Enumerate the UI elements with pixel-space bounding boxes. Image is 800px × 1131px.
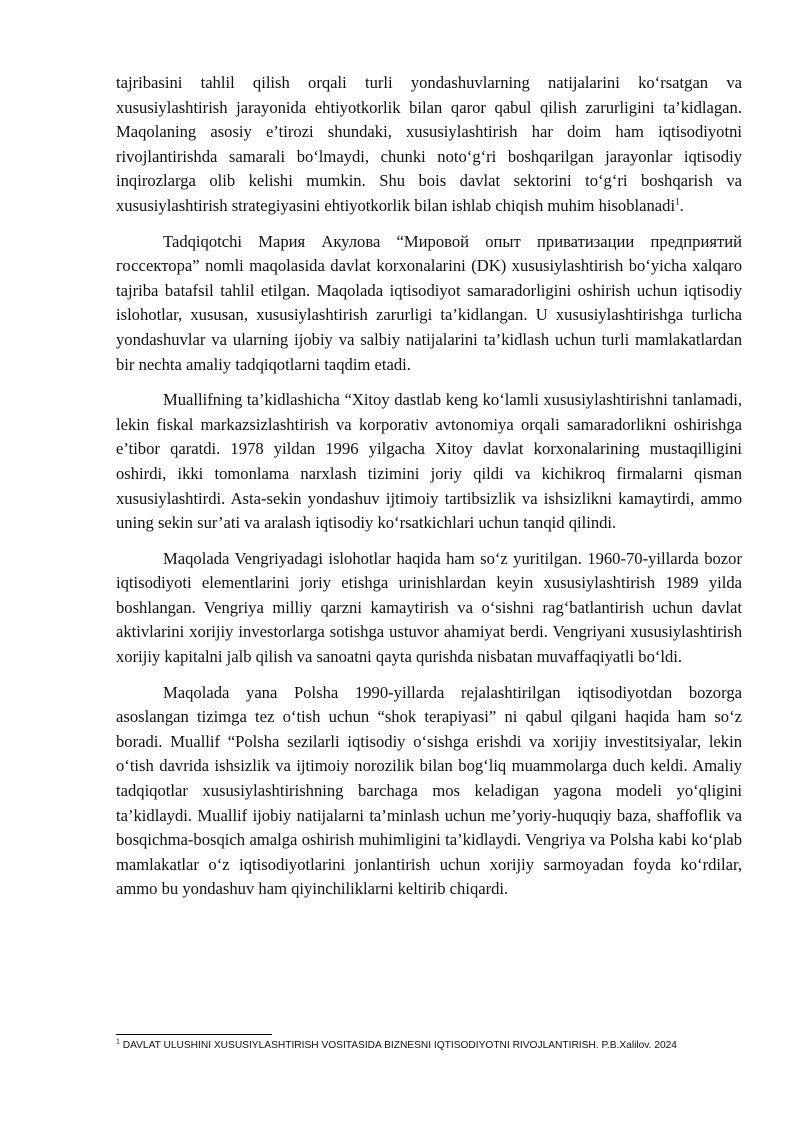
- page-body: [116, 71, 742, 902]
- footnote-separator: [116, 1034, 272, 1035]
- paragraph-5: [116, 681, 742, 902]
- paragraph-2: [116, 230, 742, 378]
- paragraph-4-text: Maqolada Vengriyadagi islohotlar haqida ham so‘z yuritilgan. 1960-70-yillarda bozor iqtisodiyoti elementlarini joriy etishga urinishlardan keyin xususiylashtirish 1989 yilda boshlangan. Vengriya milliy qarzni kamaytirish va o‘sishni rag‘batlantirish uchun davlat aktivlarini xorijiy investorlarga sotishga ustuvor ahamiyat berdi. Vengriyani xususiylashtirish xorijiy kapitalni jalb qilish va sanoatni qayta qurishda nisbatan muvaffaqiyatli bo‘ldi.: [116, 548, 742, 667]
- paragraph-1: [116, 71, 742, 219]
- footnote-text: DAVLAT ULUSHINI XUSUSIYLASHTIRISH VOSITASIDA BIZNESNI IQTISODIYOTNI RIVOJLANTIRISH. P.B.Xalilov. 2024: [119, 1040, 677, 1051]
- paragraph-5-text: Maqolada yana Polsha 1990-yillarda rejalashtirilgan iqtisodiyotdan bozorga asoslangan tizimga tez o‘tish uchun “shok terapiyasi” ni qabul qilgani haqida ham so‘z boradi. Muallif “Polsha sezilarli iqtisodiy o‘sishga erishdi va xorijiy investitsiyalar, lekin o‘tish davrida ishsizlik va ijtimoiy norozilik bilan bog‘liq muammolarga duch keldi. Amaliy tadqiqotlar xususiylashtirishning barchaga mos keladigan yagona modeli yo‘qligini ta’kidlaydi. Muallif ijobiy natijalarni ta’minlash uchun me’yoriy-huquqiy baza, shaffoflik va bosqichma-bosqich amalga oshirish muhimligini ta’kidlaydi. Vengriya va Polsha kabi ko‘plab mamlakatlar o‘z iqtisodiyotlarini jonlantirish uchun xorijiy sarmoyadan foyda ko‘rdilar, ammo bu yondashuv ham qiyinchiliklarni keltirib chiqardi.: [116, 682, 742, 899]
- footnote-reference[interactable]: 1: [675, 196, 680, 207]
- paragraph-2-text: Tadqiqotchi Мария Акулова “Мировой опыт приватизации предприятий госсектора” nomli maqolasida davlat korxonalarini (DK) xususiylashtirish bo‘yicha xalqaro tajriba batafsil tahlil etilgan. Maqolada iqtisodiyot samaradorligini oshirish uchun iqtisodiy islohotlar, xususan, xususiylashtirish zarurligi ta’kidlangan. U xususiylashtirishga turlicha yondashuvlar va ularning ijobiy va salbiy natijalarini ta’kidlash uchun turli mamlakatlardan bir nechta amaliy tadqiqotlarni taqdim etadi.: [116, 231, 742, 374]
- paragraph-1-end: .: [679, 195, 684, 215]
- footnote: [116, 1039, 756, 1053]
- footnote-number: 1: [116, 1038, 120, 1046]
- paragraph-3-text: Muallifning ta’kidlashicha “Xitoy dastlab keng ko‘lamli xususiylashtirishni tanlamadi, lekin fiskal markazsizlashtirish va korporativ avtonomiya orqali samaradorlikni oshirishga e’tibor qaratdi. 1978 yildan 1996 yilgacha Xitoy davlat korxonalarining mustaqilligini oshirdi, ikki tomonlama narxlash tizimini joriy qildi va kichikroq firmalarni qisman xususiylashtirdi. Asta-sekin yondashuv ijtimoiy tartibsizlik va ishsizlikni kamaytirdi, ammo uning sekin sur’ati va aralash iqtisodiy ko‘rsatkichlari uchun tanqid qilindi.: [116, 390, 742, 533]
- paragraph-3: [116, 388, 742, 536]
- paragraph-4: [116, 547, 742, 670]
- paragraph-1-text: tajribasini tahlil qilish orqali turli yondashuvlarning natijalarini ko‘rsatgan va xususiylashtirish jarayonida ehtiyotkorlik bilan qaror qabul qilish zarurligini ta’kidlagan. Maqolaning asosiy e’tirozi shundaki, xususiylashtirish har doim ham iqtisodiyotni rivojlantirishda samarali bo‘lmaydi, chunki noto‘g‘ri boshqarilgan jarayonlar iqtisodiy inqirozlarga olib kelishi mumkin. Shu bois davlat sektorini to‘g‘ri boshqarish va xususiylashtirish strategiyasini ehtiyotkorlik bilan ishlab chiqish muhim hisoblanadi: [116, 73, 742, 215]
